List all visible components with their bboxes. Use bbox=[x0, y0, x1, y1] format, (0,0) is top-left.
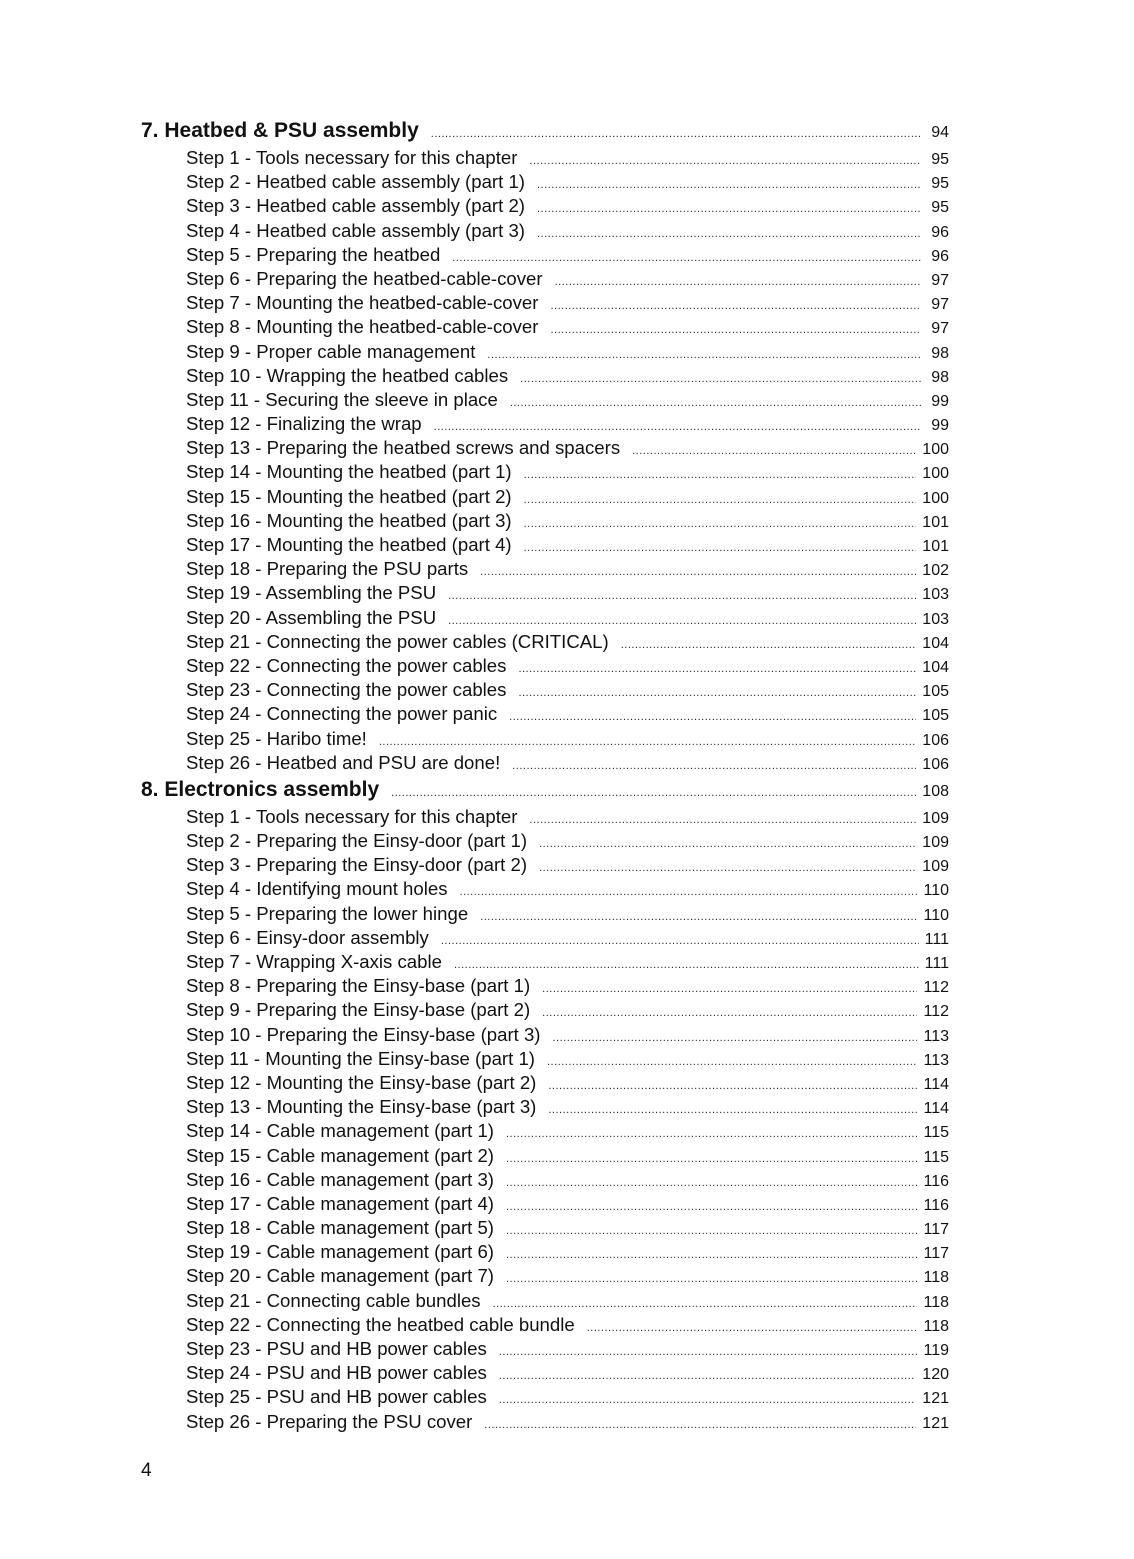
dot-leader bbox=[542, 977, 917, 1001]
toc-entry-title: Step 23 - Connecting the power cables bbox=[186, 679, 507, 701]
dot-leader bbox=[524, 512, 917, 536]
toc-entry[interactable] bbox=[141, 557, 949, 581]
toc-entry-title: Step 5 - Preparing the lower hinge bbox=[186, 902, 469, 924]
toc-entry[interactable] bbox=[141, 170, 949, 194]
toc-entry-title: Step 19 - Cable management (part 6) bbox=[186, 1241, 494, 1263]
toc-entry[interactable] bbox=[141, 485, 949, 509]
toc-entry-page: 97 bbox=[931, 296, 949, 314]
toc-entry-title: Step 6 - Einsy-door assembly bbox=[186, 926, 429, 948]
toc-entry-page: 112 bbox=[923, 1003, 949, 1021]
toc-entry-title: Step 3 - Heatbed cable assembly (part 2) bbox=[186, 195, 525, 217]
toc-entry-title: Step 15 - Cable management (part 2) bbox=[186, 1144, 494, 1166]
toc-entry[interactable] bbox=[141, 194, 949, 218]
toc-entry[interactable] bbox=[141, 1264, 949, 1288]
dot-leader bbox=[621, 633, 917, 657]
toc-entry[interactable] bbox=[141, 630, 949, 654]
toc-entry-page: 96 bbox=[931, 247, 949, 265]
toc-entry-page: 116 bbox=[923, 1172, 949, 1190]
dot-leader bbox=[587, 1316, 918, 1340]
dot-leader bbox=[506, 1243, 917, 1267]
dot-leader bbox=[539, 856, 916, 880]
dot-leader bbox=[542, 1001, 917, 1025]
toc-entry[interactable] bbox=[141, 1119, 949, 1143]
toc-entry-title: Step 16 - Mounting the heatbed (part 3) bbox=[186, 509, 512, 531]
toc-entry-title: Step 21 - Connecting cable bundles bbox=[186, 1289, 481, 1311]
dot-leader bbox=[529, 149, 921, 173]
toc-entry[interactable] bbox=[141, 1410, 949, 1434]
toc-entry[interactable] bbox=[141, 267, 949, 291]
dot-leader bbox=[550, 294, 921, 318]
toc-entry-title: Step 8 - Preparing the Einsy-base (part 1) bbox=[186, 975, 531, 997]
dot-leader bbox=[518, 657, 916, 681]
toc-entry[interactable] bbox=[141, 533, 949, 557]
toc-entry[interactable] bbox=[141, 436, 949, 460]
toc-entry-page: 100 bbox=[922, 441, 949, 459]
toc-entry[interactable] bbox=[141, 950, 949, 974]
toc-entry-title: Step 7 - Wrapping X-axis cable bbox=[186, 951, 442, 972]
dot-leader bbox=[547, 1050, 917, 1074]
toc-entry-title: Step 20 - Cable management (part 7) bbox=[186, 1265, 494, 1287]
toc-entry-page: 98 bbox=[931, 368, 949, 386]
dot-leader bbox=[539, 832, 916, 856]
toc-entry-page: 101 bbox=[922, 538, 949, 555]
toc-entry-page: 98 bbox=[931, 344, 949, 362]
dot-leader bbox=[460, 880, 918, 904]
toc-entry[interactable] bbox=[141, 702, 949, 726]
toc-entry-title: Step 3 - Preparing the Einsy-door (part 2) bbox=[186, 854, 528, 876]
toc-entry-page: 99 bbox=[931, 417, 949, 435]
toc-entry[interactable] bbox=[141, 751, 949, 775]
toc-entry-title: Step 25 - Haribo time! bbox=[186, 727, 367, 749]
dot-leader bbox=[632, 439, 916, 463]
dot-leader bbox=[499, 1388, 917, 1412]
toc-entry[interactable] bbox=[141, 678, 949, 702]
dot-leader bbox=[512, 754, 916, 778]
chapter-entry[interactable] bbox=[141, 775, 949, 805]
toc-entry-title: Step 26 - Preparing the PSU cover bbox=[186, 1410, 473, 1432]
dot-leader bbox=[518, 681, 916, 705]
dot-leader bbox=[506, 1147, 917, 1171]
toc-entry[interactable] bbox=[141, 219, 949, 243]
toc-entry-title: Step 14 - Mounting the heatbed (part 1) bbox=[186, 461, 512, 483]
dot-leader bbox=[510, 391, 921, 415]
toc-entry-page: 115 bbox=[923, 1148, 949, 1166]
toc-entry-page: 118 bbox=[923, 1317, 949, 1335]
toc-entry-title: Step 26 - Heatbed and PSU are done! bbox=[186, 751, 501, 773]
toc-entry-page: 120 bbox=[922, 1366, 949, 1384]
toc-entry-page: 95 bbox=[931, 151, 949, 168]
toc-entry-page: 113 bbox=[923, 1051, 949, 1069]
toc-entry-page: 109 bbox=[922, 834, 949, 852]
toc-entry-title: Step 5 - Preparing the heatbed bbox=[186, 243, 441, 265]
toc-entry-title: Step 22 - Connecting the heatbed cable bundle bbox=[186, 1313, 575, 1335]
toc-entry-page: 106 bbox=[922, 731, 949, 749]
dot-leader bbox=[391, 778, 916, 808]
toc-entry-page: 100 bbox=[922, 465, 949, 483]
toc-entry-title: Step 18 - Preparing the PSU parts bbox=[186, 558, 469, 580]
dot-leader bbox=[509, 705, 916, 729]
toc-entry[interactable] bbox=[141, 902, 949, 926]
dot-leader bbox=[506, 1171, 917, 1195]
toc-entry-title: Step 21 - Connecting the power cables (CRITICAL) bbox=[186, 630, 609, 652]
toc-entry-title: Step 24 - PSU and HB power cables bbox=[186, 1362, 487, 1384]
toc-entry[interactable] bbox=[141, 1192, 949, 1216]
toc-entry[interactable] bbox=[141, 1313, 949, 1337]
toc-entry-page: 114 bbox=[923, 1100, 949, 1118]
toc-entry-title: Step 18 - Cable management (part 5) bbox=[186, 1217, 494, 1239]
toc-entry-page: 101 bbox=[922, 513, 949, 531]
dot-leader bbox=[537, 222, 921, 246]
toc-entry-page: 99 bbox=[931, 392, 949, 410]
toc-entry[interactable] bbox=[141, 1047, 949, 1071]
toc-entry[interactable] bbox=[141, 1337, 949, 1361]
toc-entry-page: 114 bbox=[923, 1075, 949, 1093]
dot-leader bbox=[506, 1267, 917, 1291]
toc-entry[interactable] bbox=[141, 654, 949, 678]
toc-entry[interactable] bbox=[141, 291, 949, 315]
toc-entry-page: 115 bbox=[923, 1124, 949, 1142]
toc-entry[interactable] bbox=[141, 340, 949, 364]
toc-entry-title: Step 14 - Cable management (part 1) bbox=[186, 1120, 494, 1142]
toc-entry-title: Step 10 - Wrapping the heatbed cables bbox=[186, 364, 509, 386]
dot-leader bbox=[499, 1364, 917, 1388]
toc-entry-page: 96 bbox=[931, 223, 949, 241]
page-number: 4 bbox=[141, 1460, 152, 1481]
toc-entry-page: 109 bbox=[922, 858, 949, 876]
toc-entry-page: 111 bbox=[924, 955, 949, 972]
toc-entry-page: 118 bbox=[923, 1269, 949, 1287]
dot-leader bbox=[506, 1122, 917, 1146]
dot-leader bbox=[441, 929, 919, 953]
dot-leader bbox=[553, 1026, 918, 1050]
toc-entry-title: Step 1 - Tools necessary for this chapter bbox=[186, 805, 518, 827]
toc-entry-page: 111 bbox=[924, 930, 949, 948]
toc-entry-title: Step 15 - Mounting the heatbed (part 2) bbox=[186, 485, 512, 507]
toc-entry[interactable] bbox=[141, 877, 949, 901]
toc-entry-title: Step 25 - PSU and HB power cables bbox=[186, 1386, 487, 1408]
toc-entry[interactable] bbox=[141, 243, 949, 267]
dot-leader bbox=[506, 1219, 917, 1243]
toc-entry-title: Step 10 - Preparing the Einsy-base (part 3) bbox=[186, 1023, 541, 1045]
dot-leader bbox=[537, 197, 921, 221]
dot-leader bbox=[520, 367, 921, 391]
toc-entry[interactable] bbox=[141, 1144, 949, 1168]
dot-leader bbox=[529, 808, 916, 832]
toc-entry-title: Step 11 - Mounting the Einsy-base (part 1) bbox=[186, 1047, 535, 1069]
toc-entry-title: Step 13 - Preparing the heatbed screws and spacers bbox=[186, 437, 621, 459]
toc-entry[interactable] bbox=[141, 1168, 949, 1192]
toc-entry[interactable] bbox=[141, 315, 949, 339]
toc-entry[interactable] bbox=[141, 1095, 949, 1119]
toc-entry-title: Step 2 - Preparing the Einsy-door (part 1) bbox=[186, 830, 528, 852]
toc-entry[interactable] bbox=[141, 460, 949, 484]
chapter-title: 7. Heatbed & PSU assembly bbox=[141, 119, 419, 142]
dot-leader bbox=[550, 318, 921, 342]
toc-entry-title: Step 6 - Preparing the heatbed-cable-cover bbox=[186, 267, 543, 289]
toc-entry-title: Step 20 - Assembling the PSU bbox=[186, 606, 437, 628]
toc-entry-title: Step 4 - Identifying mount holes bbox=[186, 878, 448, 900]
toc-entry-page: 119 bbox=[923, 1342, 949, 1359]
toc-entry-title: Step 12 - Finalizing the wrap bbox=[186, 413, 422, 435]
chapter-entry[interactable] bbox=[141, 116, 949, 146]
toc-entry-page: 95 bbox=[931, 199, 949, 217]
toc-entry-title: Step 8 - Mounting the heatbed-cable-cover bbox=[186, 316, 539, 338]
toc-entry[interactable] bbox=[141, 146, 949, 170]
dot-leader bbox=[524, 463, 917, 487]
toc-entry-page: 104 bbox=[922, 634, 949, 652]
toc-entry[interactable] bbox=[141, 998, 949, 1022]
toc-entry-title: Step 9 - Preparing the Einsy-base (part 2) bbox=[186, 999, 531, 1021]
toc-entry[interactable] bbox=[141, 853, 949, 877]
toc-entry[interactable] bbox=[141, 926, 949, 950]
toc-entry-title: Step 2 - Heatbed cable assembly (part 1) bbox=[186, 171, 525, 193]
toc-entry[interactable] bbox=[141, 412, 949, 436]
toc-entry-title: Step 1 - Tools necessary for this chapter bbox=[186, 147, 518, 168]
toc-entry[interactable] bbox=[141, 1361, 949, 1385]
toc-entry-page: 118 bbox=[923, 1293, 949, 1311]
toc-entry-title: Step 12 - Mounting the Einsy-base (part 2) bbox=[186, 1071, 537, 1093]
chapter-page-number: 108 bbox=[922, 782, 949, 800]
toc-entry-title: Step 24 - Connecting the power panic bbox=[186, 703, 498, 725]
toc-entry[interactable] bbox=[141, 388, 949, 412]
toc-entry-title: Step 9 - Proper cable management bbox=[186, 340, 476, 362]
toc-entry-title: Step 19 - Assembling the PSU bbox=[186, 582, 437, 604]
dot-leader bbox=[487, 343, 921, 367]
toc-entry-page: 97 bbox=[931, 320, 949, 338]
toc-entry-page: 117 bbox=[923, 1221, 949, 1239]
chapter-title: 8. Electronics assembly bbox=[141, 777, 380, 801]
dot-leader bbox=[431, 119, 921, 149]
toc-entry[interactable] bbox=[141, 829, 949, 853]
toc-entry-title: Step 17 - Mounting the heatbed (part 4) bbox=[186, 534, 512, 555]
toc-entry-page: 109 bbox=[922, 809, 949, 827]
toc-entry[interactable] bbox=[141, 509, 949, 533]
toc-entry[interactable] bbox=[141, 364, 949, 388]
dot-leader bbox=[506, 1195, 917, 1219]
toc-entry-page: 112 bbox=[923, 979, 949, 997]
toc-entry[interactable] bbox=[141, 1216, 949, 1240]
toc-entry[interactable] bbox=[141, 606, 949, 630]
toc-entry-page: 117 bbox=[923, 1245, 949, 1263]
toc-entry[interactable] bbox=[141, 1240, 949, 1264]
toc-entry-title: Step 11 - Securing the sleeve in place bbox=[186, 388, 498, 410]
toc-entry-page: 113 bbox=[923, 1027, 949, 1045]
toc-entry-page: 97 bbox=[931, 271, 949, 289]
toc-entry-title: Step 23 - PSU and HB power cables bbox=[186, 1338, 487, 1359]
table-of-contents bbox=[141, 116, 949, 1434]
toc-entry-page: 95 bbox=[931, 175, 949, 193]
toc-entry-page: 103 bbox=[922, 610, 949, 628]
toc-entry[interactable] bbox=[141, 1071, 949, 1095]
toc-entry-page: 100 bbox=[922, 489, 949, 507]
toc-entry-page: 102 bbox=[922, 562, 949, 580]
toc-entry-title: Step 13 - Mounting the Einsy-base (part 3) bbox=[186, 1096, 537, 1118]
toc-entry[interactable] bbox=[141, 581, 949, 605]
toc-entry[interactable] bbox=[141, 1385, 949, 1409]
toc-entry[interactable] bbox=[141, 805, 949, 829]
dot-leader bbox=[480, 560, 916, 584]
toc-entry-title: Step 22 - Connecting the power cables bbox=[186, 654, 507, 676]
toc-entry-page: 106 bbox=[922, 755, 949, 773]
dot-leader bbox=[448, 584, 916, 608]
toc-entry-title: Step 4 - Heatbed cable assembly (part 3) bbox=[186, 219, 525, 241]
dot-leader bbox=[548, 1098, 917, 1122]
toc-entry[interactable] bbox=[141, 1289, 949, 1313]
dot-leader bbox=[499, 1340, 918, 1364]
dot-leader bbox=[524, 536, 917, 560]
toc-entry-page: 105 bbox=[922, 707, 949, 725]
dot-leader bbox=[537, 173, 921, 197]
toc-entry[interactable] bbox=[141, 1023, 949, 1047]
toc-entry-title: Step 16 - Cable management (part 3) bbox=[186, 1168, 494, 1190]
dot-leader bbox=[548, 1074, 917, 1098]
toc-entry-page: 103 bbox=[922, 586, 949, 604]
toc-entry-page: 116 bbox=[923, 1196, 949, 1214]
toc-entry-title: Step 7 - Mounting the heatbed-cable-cover bbox=[186, 292, 539, 314]
toc-entry-page: 110 bbox=[923, 882, 949, 900]
dot-leader bbox=[524, 488, 917, 512]
toc-entry-title: Step 17 - Cable management (part 4) bbox=[186, 1192, 494, 1214]
toc-entry-page: 105 bbox=[922, 683, 949, 701]
toc-entry-page: 104 bbox=[922, 658, 949, 676]
toc-entry-page: 121 bbox=[922, 1414, 949, 1432]
dot-leader bbox=[484, 1413, 916, 1437]
toc-entry-page: 121 bbox=[922, 1390, 949, 1408]
dot-leader bbox=[480, 905, 917, 929]
toc-entry[interactable] bbox=[141, 974, 949, 998]
toc-entry-page: 110 bbox=[923, 906, 949, 924]
chapter-page-number: 94 bbox=[931, 124, 949, 141]
toc-entry[interactable] bbox=[141, 727, 949, 751]
dot-leader bbox=[555, 270, 921, 294]
